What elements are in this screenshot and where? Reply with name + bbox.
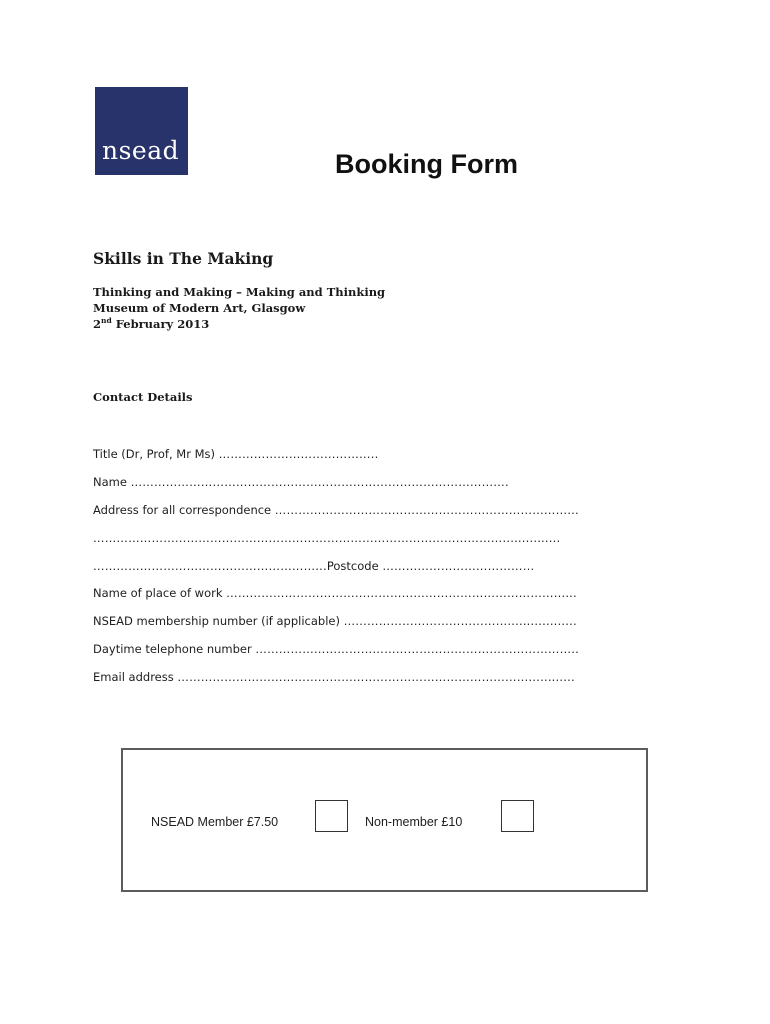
form-title: Booking Form: [335, 149, 518, 179]
address-line-2-dotted-line[interactable]: ……………………………………………………………………………………………...............: [93, 531, 561, 545]
telephone-label: Daytime telephone number: [93, 642, 256, 656]
nonmember-checkbox[interactable]: [501, 800, 534, 832]
event-title: Skills in The Making: [93, 249, 274, 268]
telephone-field[interactable]: [93, 641, 579, 657]
member-price-label: NSEAD Member £7.50: [151, 815, 279, 829]
membership-number-label: NSEAD membership number (if applicable): [93, 614, 344, 628]
email-label: Email address: [93, 670, 178, 684]
address-line-3-dotted-line[interactable]: …………………………………………………...: [93, 559, 327, 573]
pricing-box: [121, 748, 648, 892]
workplace-field[interactable]: [93, 585, 577, 601]
name-dotted-line[interactable]: …………………………………………………………………………………….: [130, 475, 509, 489]
membership-number-field[interactable]: [93, 613, 577, 629]
title-label: Title (Dr, Prof, Mr Ms): [93, 447, 219, 461]
email-field[interactable]: [93, 669, 575, 685]
email-dotted-line[interactable]: ………………………………………………………………………………….........: [177, 670, 575, 684]
address-label: Address for all correspondence: [93, 503, 275, 517]
event-subtitle: Thinking and Making – Making and Thinking: [93, 285, 386, 299]
event-venue: Museum of Modern Art, Glasgow: [93, 301, 306, 315]
name-field[interactable]: [93, 474, 509, 490]
telephone-dotted-line[interactable]: ………………………………………………………………………..: [255, 642, 580, 656]
nonmember-price-label: Non-member £10: [365, 815, 463, 829]
nsead-logo: [95, 87, 188, 175]
event-details: [93, 284, 385, 332]
address-dotted-line[interactable]: ……………………………………………………………………: [274, 503, 579, 517]
postcode-dotted-line[interactable]: …………………………………: [382, 559, 535, 573]
name-label: Name: [93, 475, 131, 489]
workplace-dotted-line[interactable]: …………………………………………………………………………......: [226, 586, 577, 600]
address-line-3[interactable]: [93, 558, 534, 574]
title-field[interactable]: [93, 446, 378, 462]
event-date-day: 2: [93, 317, 102, 331]
title-dotted-line[interactable]: …………………………………..: [218, 447, 379, 461]
logo-text: nsead: [102, 136, 180, 165]
workplace-label: Name of place of work: [93, 586, 227, 600]
membership-number-dotted-line[interactable]: ……………………………………..................: [343, 614, 577, 628]
event-date-suffix: nd: [101, 316, 112, 325]
event-date-rest: February 2013: [111, 317, 210, 331]
address-line-2[interactable]: [93, 530, 560, 546]
postcode-label: Postcode: [326, 559, 383, 573]
address-field[interactable]: [93, 502, 579, 518]
member-checkbox[interactable]: [315, 800, 348, 832]
contact-details-heading: Contact Details: [93, 390, 193, 404]
event-date: [93, 316, 385, 332]
